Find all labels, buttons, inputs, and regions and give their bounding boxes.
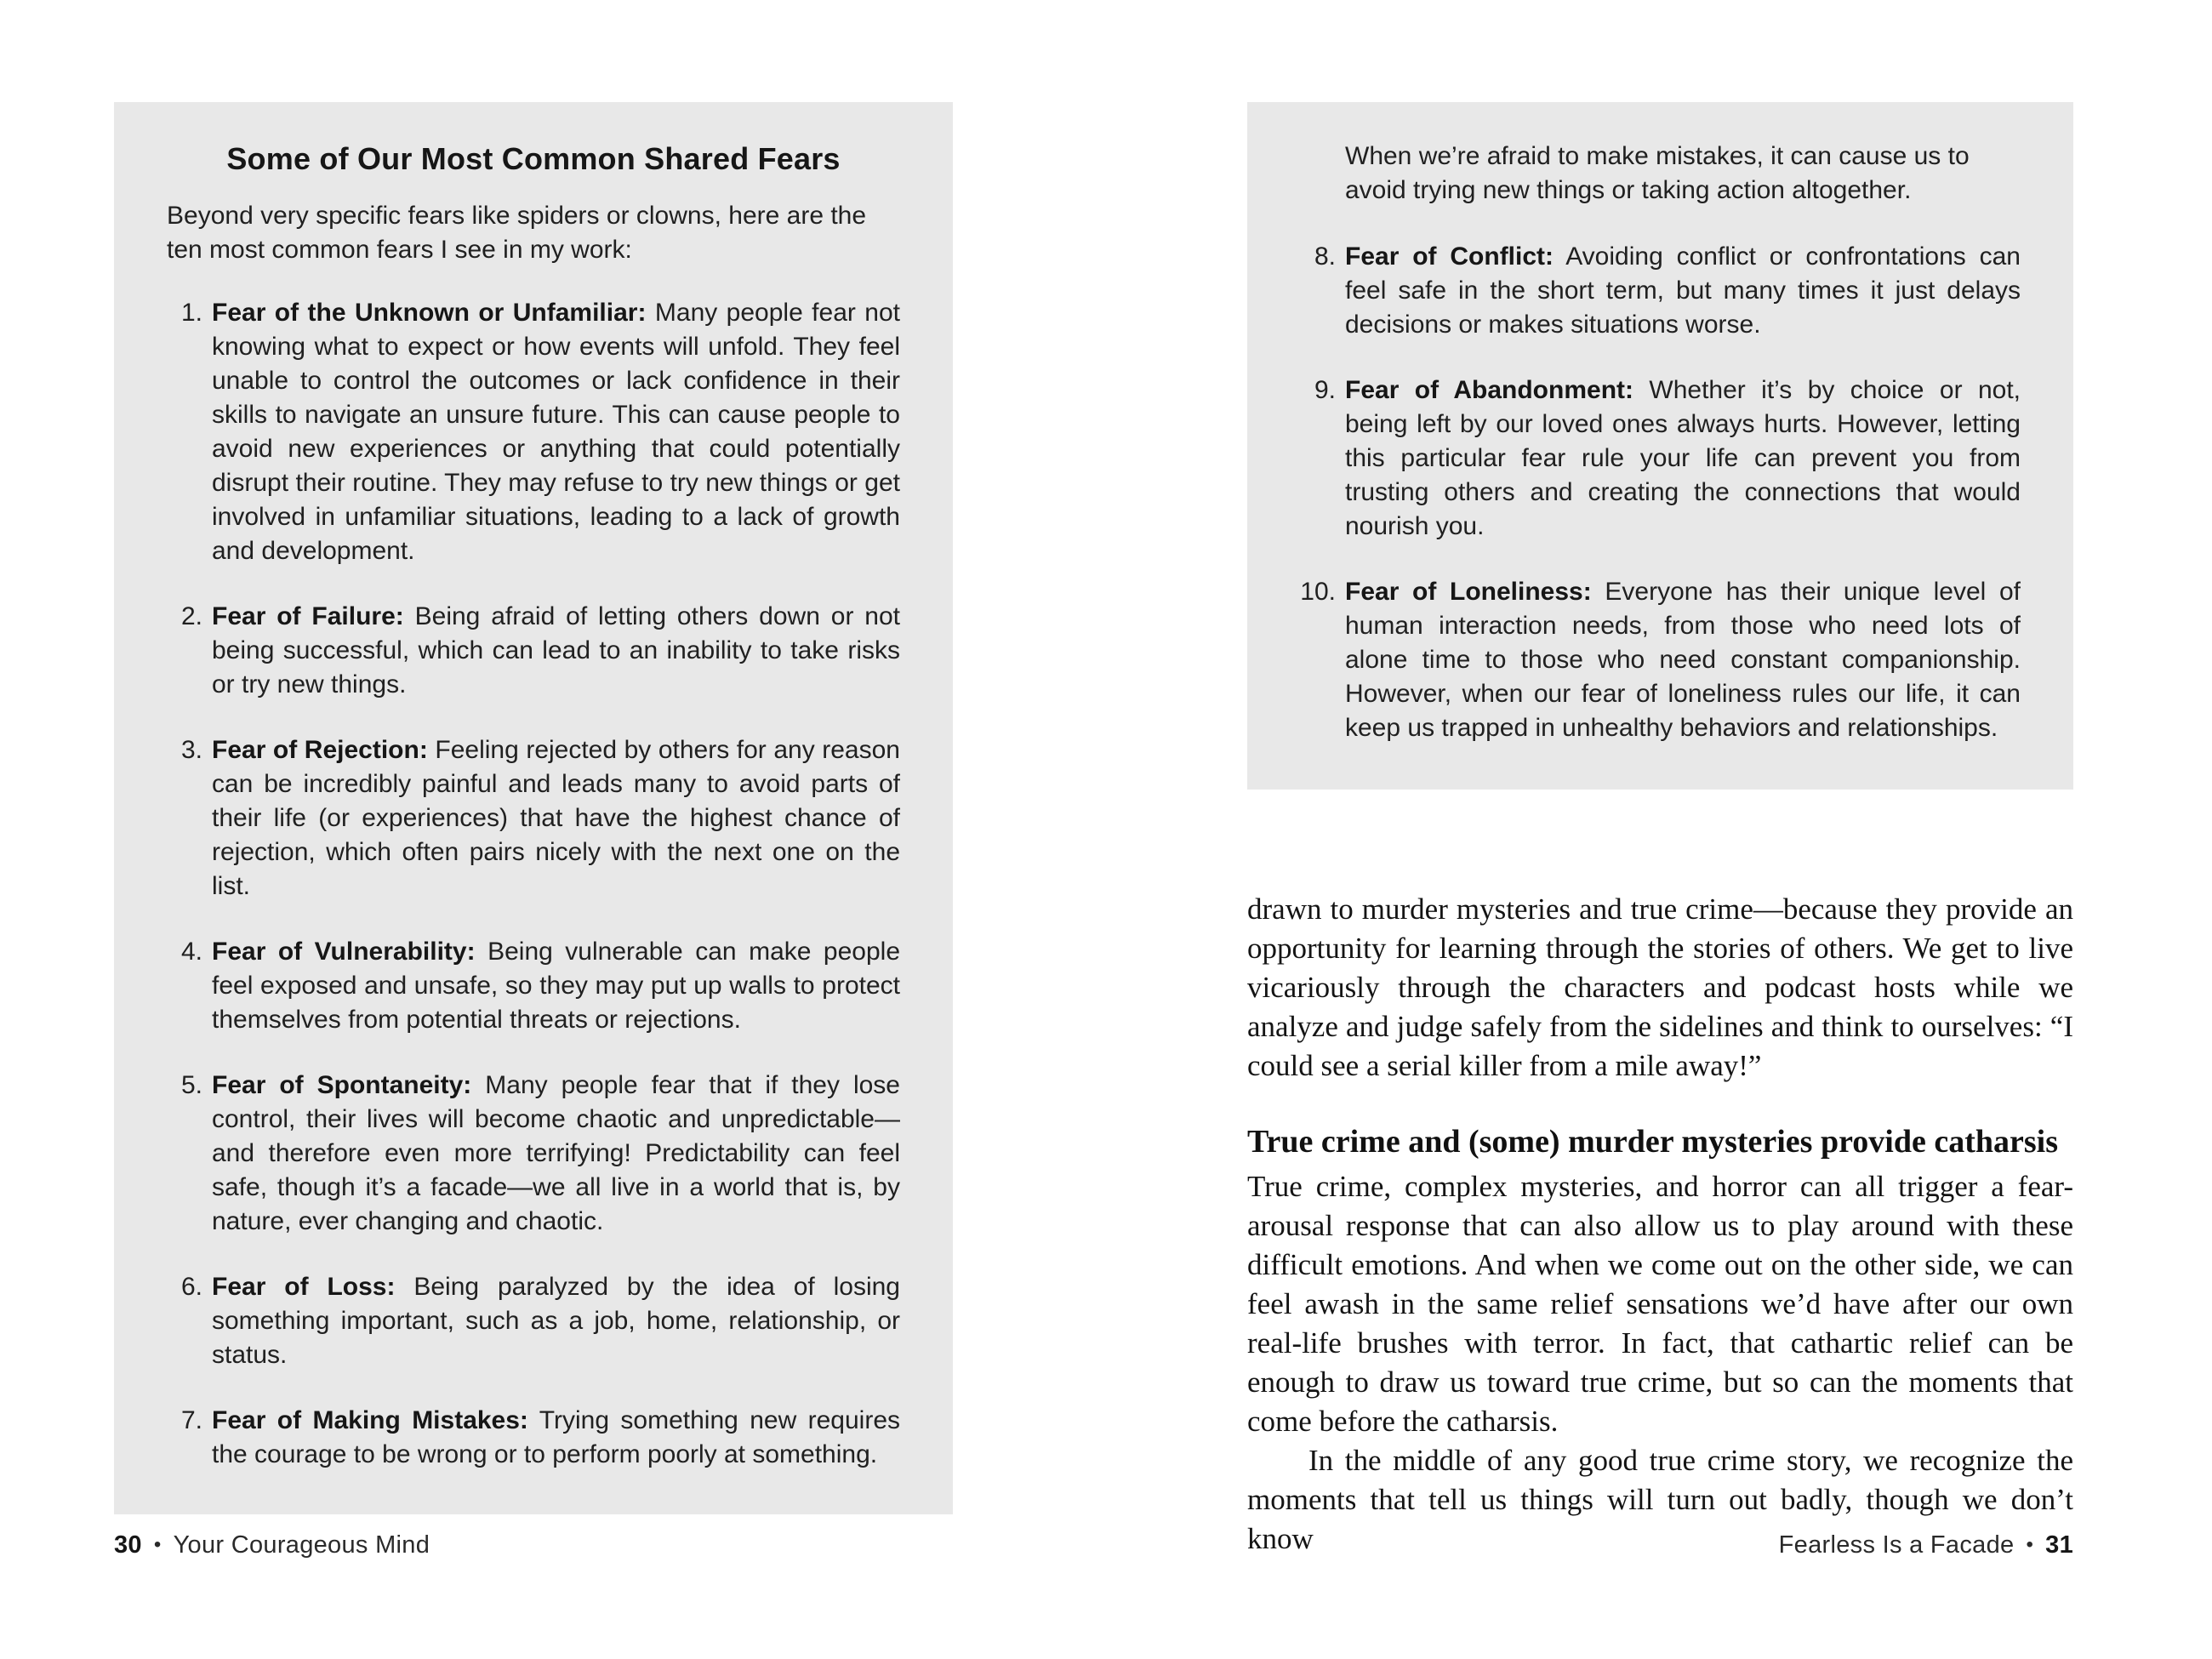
body-paragraph-continuation: drawn to murder mysteries and true crime—because they provide an opportunity for learning through the stories of others. We get to live vicariously through the characters and podcast hosts while we analyze and judge safely from the sidelines and think to ourselves: “I could see a serial killer from a mile away!” <box>1247 892 2073 1082</box>
right-page-number: 31 <box>2045 1531 2073 1559</box>
fear-item-1 <box>167 296 900 568</box>
fear-item-lead: Fear of Conflict: <box>1345 242 1554 271</box>
fear-item-lead: Fear of Vulnerability: <box>212 938 476 966</box>
fear-item-body: Trying something new requires the courage to be wrong or to perform poorly at something. <box>212 1406 901 1468</box>
footer-bullet: • <box>2026 1533 2034 1556</box>
fear-item-number: 8. <box>1314 242 1336 271</box>
fear-item-3 <box>167 733 900 904</box>
fear-item-lead: Fear of Loss: <box>212 1273 396 1301</box>
fear-item-body: Many people fear not knowing what to expect or how events will unfold. They feel unable to control the outcomes or lack confidence in their skills to navigate an unsure future. This can cause people to avoid new experiences or anything that could potentially disrupt their routine. They may refuse to try new things or get involved in unfamiliar situations, leading to a lack of growth and development. <box>212 299 900 565</box>
fear-item-5 <box>167 1069 900 1239</box>
fear-item-text <box>212 1404 900 1472</box>
fear-item-text <box>212 296 900 568</box>
fear-item-2 <box>167 600 900 702</box>
fear-item-number: 6. <box>180 1273 202 1301</box>
fear-item-4 <box>167 935 900 1037</box>
box-title: Some of Our Most Common Shared Fears <box>226 141 841 176</box>
right-page-text-column <box>1247 102 2073 1559</box>
fear-list-1-7 <box>167 296 900 1472</box>
fear-item-6 <box>167 1270 900 1372</box>
fear-item-number: 1. <box>180 299 202 327</box>
fear-item-lead: Fear of Abandonment: <box>1345 376 1633 404</box>
fear-item-body: Everyone has their unique level of human interaction needs, from those who need lots of alone time to those who need constant companionship. However, when our fear of loneliness rules our life, it can keep us trapped in unhealthy behaviors and relationships. <box>1345 578 2021 742</box>
fear-item-number: 5. <box>180 1071 202 1099</box>
box-intro: Beyond very specific fears like spiders or clowns, here are the ten most common fears I see in my work: <box>167 202 867 264</box>
fear-item-body: Being paralyzed by the idea of losing something important, such as a job, home, relationship, or status. <box>212 1273 900 1369</box>
fear-item-number: 3. <box>180 736 202 764</box>
fear-item-7-continuation: When we’re afraid to make mistakes, it can cause us to avoid trying new things or taking action altogether. <box>1345 142 1970 204</box>
section-subhead: True crime and (some) murder mysteries provide catharsis <box>1247 1124 2058 1160</box>
fear-item-lead: Fear of Making Mistakes: <box>212 1406 528 1434</box>
left-page-number: 30 <box>114 1531 142 1559</box>
body-paragraph-indented: In the middle of any good true crime story, we recognize the moments that tell us things will turn out badly, though we don’t know <box>1247 1444 2073 1555</box>
left-page-footer <box>114 1531 430 1559</box>
fear-item-number: 9. <box>1314 376 1336 404</box>
fear-item-text <box>212 1270 900 1372</box>
right-page-footer <box>1779 1531 2073 1559</box>
fear-item-lead: Fear of Loneliness: <box>1345 578 1592 606</box>
fear-item-body: Avoiding conflict or confrontations can feel safe in the short term, but many times it just delays decisions or makes situations worse. <box>1345 242 2021 339</box>
fear-item-number: 7. <box>180 1406 202 1434</box>
fear-item-text <box>212 600 900 702</box>
fear-item-body: Feeling rejected by others for any reason can be incredibly painful and leads many to avoid parts of their life (or experiences) that have the highest chance of rejection, which often pairs nicely with the next one on the list. <box>212 736 900 900</box>
fear-item-lead: Fear of Spontaneity: <box>212 1071 472 1099</box>
fear-item-body: Being afraid of letting others down or not being successful, which can lead to an inability to take risks or try new things. <box>212 602 900 698</box>
fear-item-7 <box>167 1404 900 1472</box>
fear-item-number: 2. <box>180 602 202 630</box>
fear-item-body: Whether it’s by choice or not, being left by our loved ones always hurts. However, letting this particular fear rule your life can prevent you from trusting others and creating the connections that would nourish you. <box>1345 376 2021 540</box>
right-running-head: Fearless Is a Facade <box>1778 1531 2015 1559</box>
fear-item-lead: Fear of Rejection: <box>212 736 428 764</box>
fear-item-number: 4. <box>180 938 202 966</box>
fear-item-text <box>212 1069 900 1239</box>
fear-item-body: Being vulnerable can make people feel exposed and unsafe, so they may put up walls to protect themselves from potential threats or rejections. <box>212 938 901 1034</box>
body-paragraph: True crime, complex mysteries, and horror can all trigger a fear-arousal response that can also allow us to play around with these difficult emotions. And when we come out on the other side, we can feel awash in the same relief sensations we’d have after our own real-life brushes with terror. In fact, that cathartic relief can be enough to draw us toward true crime, but so can the moments that come before the catharsis. <box>1247 1170 2073 1438</box>
fear-item-lead: Fear of Failure: <box>212 602 404 630</box>
fear-item-text <box>212 935 900 1037</box>
shared-fears-box-left <box>114 102 953 1514</box>
left-running-head: Your Courageous Mind <box>173 1531 430 1559</box>
footer-bullet: • <box>153 1533 162 1556</box>
fear-item-lead: Fear of the Unknown or Unfamiliar: <box>212 299 647 327</box>
fear-item-body: Many people fear that if they lose control, their lives will become chaotic and unpredictable—and therefore even more terrifying! Predictability can feel safe, though it’s a facade—we all live in a world that is, by nature, ever changing and chaotic. <box>212 1071 900 1235</box>
fear-item-text <box>212 733 900 904</box>
fear-item-number: 10. <box>1300 578 1336 606</box>
